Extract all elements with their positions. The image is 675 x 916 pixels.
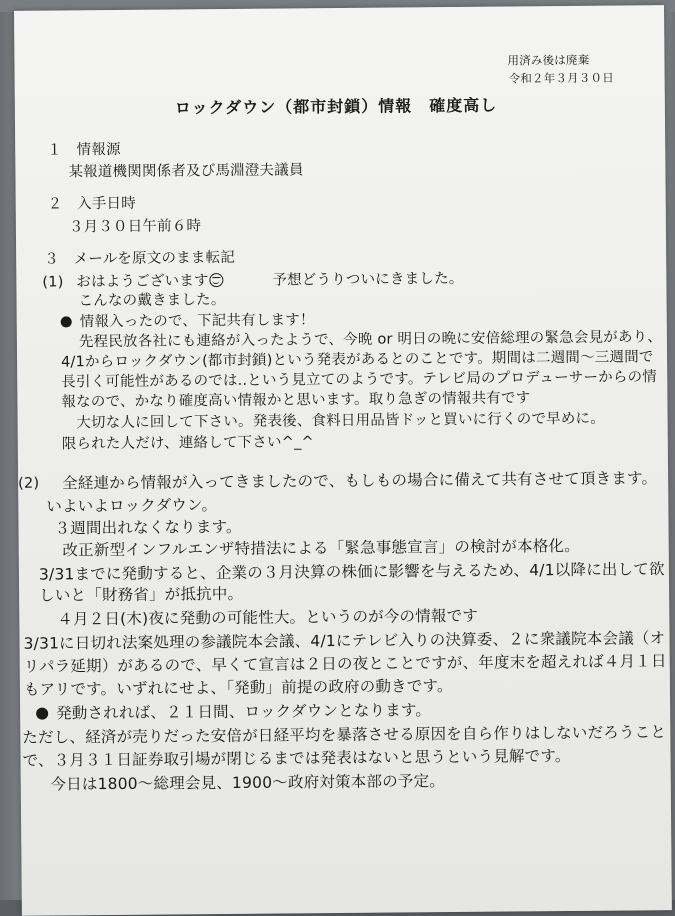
item2-text-line: いよいよロックダウン。 xyxy=(46,496,218,516)
item1-text-line: 報なので、かなり確度高い情報かと思います。取り急ぎの情報共有です xyxy=(61,390,531,411)
item2-bullet-text: 発動されれば、２１日間、ロックダウンとなります。 xyxy=(56,701,432,723)
document-title: ロックダウン（都市封鎖）情報 確度高し xyxy=(174,95,498,118)
item1-text-line: 限られた人だけ、連絡して下さい^_^ xyxy=(61,434,314,453)
item1-bullet-row xyxy=(61,311,315,331)
item2-closing-line: ただし、経済が売りだった安倍が日経平均を暴落させる原因を自ら作りはしないだろうこと xyxy=(22,723,667,747)
item2-text-line: 全経連から情報が入ってきましたので、もしもの場合に備えて共有させて頂きます。 xyxy=(62,469,658,493)
item2-text-line: リパラ延期）があるので、早くて宣言は２日の夜とことですが、年度末を超えれば４月１日 xyxy=(23,652,667,676)
section2-heading: ２ 入手日時 xyxy=(47,195,136,213)
item2-text-line: 3/31までに発動すると、企業の３月決算の株価に影響を与えるため、4/1以降に出して欲 xyxy=(38,560,665,584)
smile-emoji-icon xyxy=(210,273,224,287)
item2-text-line: ３週間出れなくなります。 xyxy=(54,517,242,538)
item1-greeting-line xyxy=(76,272,223,291)
item2-text-line: しいと「財務省」が抵抗中。 xyxy=(39,584,244,605)
item1-greeting: おはようございます xyxy=(76,273,209,291)
item2-text-line: 改正新型インフルエンザ特措法による「緊急事態宣言」の検討が本格化。 xyxy=(46,536,580,560)
document-page xyxy=(14,5,672,916)
item1-line2: こんなの戴きました。 xyxy=(78,292,226,310)
item1-greeting-tail: 予想どうりついにきました。 xyxy=(272,270,464,289)
section1-body: 某報道機関関係者及び馬淵澄夫議員 xyxy=(68,162,304,181)
item1-text-line: 先程民放各社にも連絡が入ったようで、今晩 or 明日の晩に安倍総理の緊急会見があり、 xyxy=(78,329,663,351)
item2-number: (2) xyxy=(18,475,40,492)
item1-text-line: 4/1からロックダウン(都市封鎖)という発表があるとのことです。期間は二週間〜三週間で xyxy=(61,349,654,371)
document-date: 令和２年３月３０日 xyxy=(508,70,614,86)
item2-closing-line: 今日は1800〜総理会見、1900〜政府対策本部の予定。 xyxy=(34,772,446,794)
item2-bullet-row xyxy=(36,701,431,722)
item1-text-line: 大切な人に回して下さい。発表後、食料日用品皆ドッと買いに行くので早めに。 xyxy=(61,410,605,432)
bullet-icon xyxy=(61,316,72,327)
item1-number: (1) xyxy=(42,274,64,291)
item1-text-line: 長引く可能性があるのでは..という見立てのようです。テレビ局のプロデューサーからの情 xyxy=(61,369,658,391)
item1-bullet-text: 情報入ったので、下記共有します！ xyxy=(79,312,315,331)
item2-closing-line: で、３月３１日証券取引場が閉じるまでは発表はないと思うという見解です。 xyxy=(22,747,571,770)
discard-note: 用済み後は廃棄 xyxy=(507,52,590,68)
section2-body: ３月３０日午前６時 xyxy=(68,218,202,236)
item2-text-line: もアリです。いずれにせよ、「発動」前提の政府の動きです。 xyxy=(23,677,453,699)
bullet-icon xyxy=(36,708,48,720)
item2-text-line: ４月２日(木)夜に発動の可能性大。というのが今の情報です xyxy=(57,606,479,629)
item2-text-line: 3/31に日切れ法案処理の参議院本会議、4/1にテレビ入りの決算委、２に衆議院本会議（オ xyxy=(23,629,666,653)
section1-heading: １ 情報源 xyxy=(47,141,121,159)
section3-heading: ３ メールを原文のまま転記 xyxy=(44,249,236,268)
